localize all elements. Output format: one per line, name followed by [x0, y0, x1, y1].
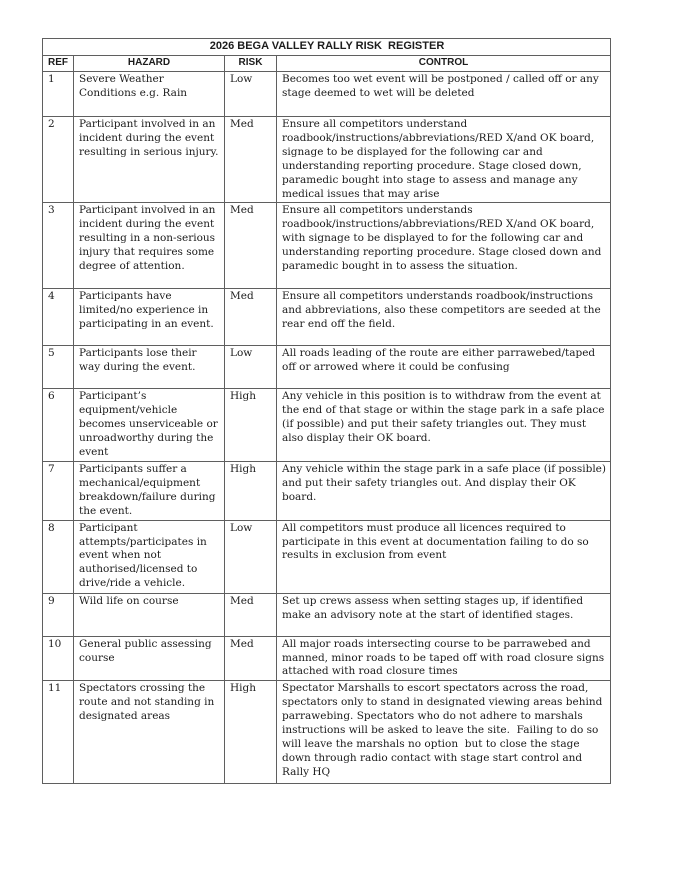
ref-cell: 9 [43, 593, 74, 636]
risk-register-table [42, 38, 611, 784]
control-cell: Ensure all competitors understand roadbook/instructions/abbreviations/RED X/and OK board, signage to be displayed for the following car and understanding reporting procedure. Stage closed down, paramedic bought into stage to assess and manage any medical issues that may arise [277, 117, 611, 203]
risk-cell: Med [225, 636, 277, 681]
table-title-row [43, 39, 611, 56]
control-cell: Any vehicle in this position is to withdraw from the event at the end of that stage or within the stage park in a safe place (if possible) and put their safety triangles out. They must also display their OK board. [277, 389, 611, 462]
table-row [43, 346, 611, 389]
hazard-cell: Severe Weather Conditions e.g. Rain [74, 72, 225, 117]
risk-cell: High [225, 461, 277, 520]
hazard-cell: Participants suffer a mechanical/equipment breakdown/failure during the event. [74, 461, 225, 520]
ref-cell: 8 [43, 520, 74, 593]
risk-cell: Med [225, 117, 277, 203]
hazard-cell: Participants lose their way during the event. [74, 346, 225, 389]
column-header-risk: RISK [225, 56, 277, 72]
table-row [43, 681, 611, 784]
risk-cell: High [225, 681, 277, 784]
table-row [43, 117, 611, 203]
control-cell: Spectator Marshalls to escort spectators across the road, spectators only to stand in designated viewing areas behind parrawebing. Spectators who do not adhere to marshals instructions will be asked to leave the site. Failing to do so will leave the marshals no option but to close the stage down through radio contact with stage start control and Rally HQ [277, 681, 611, 784]
risk-cell: High [225, 389, 277, 462]
risk-cell: Med [225, 203, 277, 289]
table-row [43, 289, 611, 346]
table-row [43, 389, 611, 462]
control-cell: Ensure all competitors understands roadbook/instructions and abbreviations, also these competitors are seeded at the rear end off the field. [277, 289, 611, 346]
table-row [43, 520, 611, 593]
risk-cell: Med [225, 593, 277, 636]
hazard-cell: Wild life on course [74, 593, 225, 636]
ref-cell: 6 [43, 389, 74, 462]
control-cell: All major roads intersecting course to be parrawebed and manned, minor roads to be taped off with road closure signs attached with road closure times [277, 636, 611, 681]
ref-cell: 1 [43, 72, 74, 117]
control-cell: All roads leading of the route are either parrawebed/taped off or arrowed where it could be confusing [277, 346, 611, 389]
hazard-cell: Participant involved in an incident during the event resulting in a non-serious injury that requires some degree of attention. [74, 203, 225, 289]
table-header-row [43, 56, 611, 72]
hazard-cell: Participant involved in an incident during the event resulting in serious injury. [74, 117, 225, 203]
table-row [43, 203, 611, 289]
control-cell: Becomes too wet event will be postponed / called off or any stage deemed to wet will be deleted [277, 72, 611, 117]
ref-cell: 5 [43, 346, 74, 389]
control-cell: Set up crews assess when setting stages up, if identified make an advisory note at the start of identified stages. [277, 593, 611, 636]
column-header-control: CONTROL [277, 56, 611, 72]
table-row [43, 636, 611, 681]
ref-cell: 7 [43, 461, 74, 520]
column-header-hazard: HAZARD [74, 56, 225, 72]
control-cell: All competitors must produce all licences required to participate in this event at documentation failing to do so results in exclusion from event [277, 520, 611, 593]
risk-cell: Med [225, 289, 277, 346]
risk-cell: Low [225, 72, 277, 117]
hazard-cell: General public assessing course [74, 636, 225, 681]
column-header-ref: REF [43, 56, 74, 72]
risk-cell: Low [225, 520, 277, 593]
ref-cell: 4 [43, 289, 74, 346]
table-row [43, 461, 611, 520]
ref-cell: 11 [43, 681, 74, 784]
control-cell: Any vehicle within the stage park in a safe place (if possible) and put their safety triangles out. And display their OK board. [277, 461, 611, 520]
table-row [43, 72, 611, 117]
table-row [43, 593, 611, 636]
hazard-cell: Participant’s equipment/vehicle becomes unserviceable or unroadworthy during the event [74, 389, 225, 462]
control-cell: Ensure all competitors understands roadbook/instructions/abbreviations/RED X/and OK board, with signage to be displayed to for the following car and understanding reporting procedure. Stage closed down and paramedic bought in to assess the situation. [277, 203, 611, 289]
hazard-cell: Spectators crossing the route and not standing in designated areas [74, 681, 225, 784]
table-title: 2026 BEGA VALLEY RALLY RISK REGISTER [43, 39, 611, 56]
hazard-cell: Participants have limited/no experience in participating in an event. [74, 289, 225, 346]
risk-cell: Low [225, 346, 277, 389]
ref-cell: 10 [43, 636, 74, 681]
ref-cell: 2 [43, 117, 74, 203]
hazard-cell: Participant attempts/participates in event when not authorised/licensed to drive/ride a vehicle. [74, 520, 225, 593]
ref-cell: 3 [43, 203, 74, 289]
